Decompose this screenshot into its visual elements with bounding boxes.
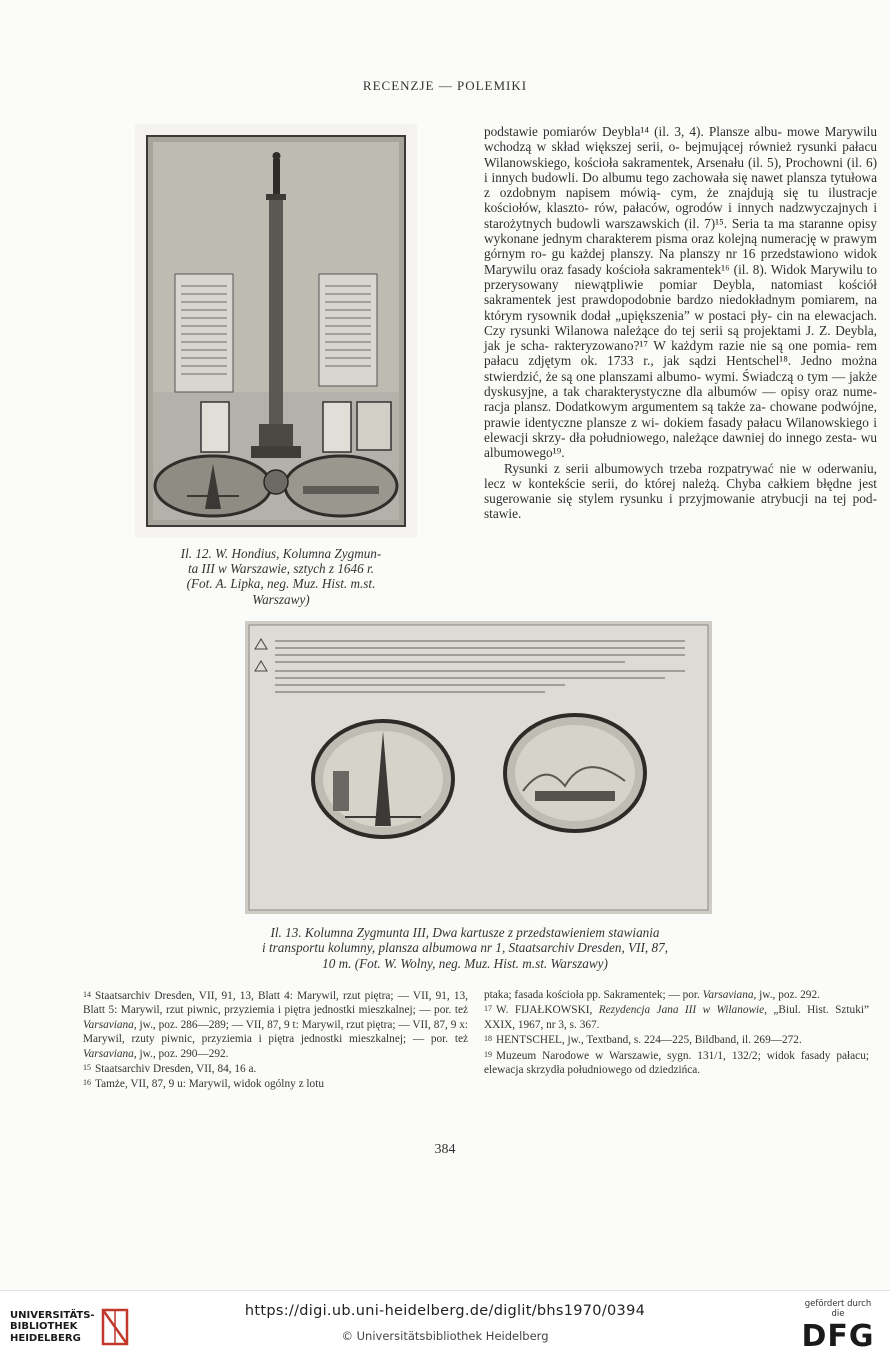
footnote-text: , jw., poz. 290—292. bbox=[133, 1047, 229, 1060]
copyright-notice: © Universitätsbibliothek Heidelberg bbox=[341, 1329, 549, 1343]
body-line: pisma oraz kolejną numerację w prawym górnym ro- bbox=[484, 231, 877, 262]
page-number: 384 bbox=[434, 1142, 456, 1157]
caption-line: i transportu kolumny, plansza albumowa nr 1, Staatsarchiv Dresden, VII, 87, bbox=[262, 940, 668, 956]
running-header: RECENZJE — POLEMIKI bbox=[362, 78, 528, 93]
caption-line: Il. 13. Kolumna Zygmunta III, Dwa kartusze z przedstawieniem stawiania bbox=[270, 925, 660, 940]
logo-line: UNIVERSITÄTS- bbox=[10, 1309, 95, 1321]
body-line: cym, że znajdują się tu ilustracje kościołów, klaszto- bbox=[484, 185, 877, 216]
logo-line: BIBLIOTHEK bbox=[10, 1321, 78, 1333]
footnotes-right-column bbox=[484, 988, 869, 1077]
footnote-number: 15 bbox=[83, 1063, 91, 1073]
body-line: podstawie pomiarów Deybla¹⁴ (il. 3, 4). Plansze albu- bbox=[484, 124, 782, 139]
footnote-14 bbox=[83, 988, 468, 1061]
footnote-italic: Varsaviana bbox=[702, 989, 754, 1001]
footnote-number: 18 bbox=[484, 1034, 492, 1044]
body-paragraph-1 bbox=[484, 124, 877, 461]
footnote-text: , „Biul. Hist. Sztuki” XXIX, 1967, nr 3, s. 367. bbox=[484, 1004, 870, 1031]
caption-line: (Fot. A. Lipka, neg. Muz. Hist. m.st. bbox=[186, 576, 376, 592]
footnote-19 bbox=[484, 1048, 869, 1078]
permalink-url[interactable]: https://digi.ub.uni-heidelberg.de/diglit/bhs1970/0394 bbox=[244, 1303, 646, 1319]
body-line: dokiem fasady pałacu Wilanowskiego i elewacji skrzy- bbox=[484, 414, 877, 445]
body-line: gu każdej planszy. Na planszy nr 16 przedstawiono bbox=[551, 246, 839, 262]
footnote-number: 17 bbox=[484, 1004, 492, 1014]
footnote-15 bbox=[83, 1061, 468, 1076]
body-line: stawie. bbox=[484, 506, 522, 522]
body-line: cin na elewacjach. Czy rysunki Wilanowa należące bbox=[484, 307, 877, 338]
body-line: (il. 8). Widok Marywilu to przerysowany niewątpliwie bbox=[484, 261, 877, 292]
footnote-number: 14 bbox=[83, 990, 91, 999]
footnote-italic: Rezydencja Jana III w Wilanowie bbox=[598, 1004, 765, 1017]
footnote-number: 16 bbox=[83, 1078, 91, 1088]
figure-12-engraving bbox=[135, 124, 417, 538]
footnotes-left-column bbox=[83, 988, 468, 1092]
body-line: dła południowego, należące dawniej do innego zesta- bbox=[569, 429, 857, 445]
body-line: którym rysownik dodał „upiększenia” w postaci pły- bbox=[484, 307, 773, 323]
dfg-note: gefördert durch die bbox=[804, 1299, 872, 1319]
body-paragraph-2 bbox=[484, 461, 877, 522]
footnote-18 bbox=[484, 1032, 869, 1047]
footnote-text: Tamże, VII, 87, 9 u: Marywil, widok ogólny z lotu bbox=[95, 1078, 324, 1091]
footnote-text: Staatsarchiv Dresden, VII, 84, 16 a. bbox=[95, 1063, 257, 1076]
body-line: nie w oderwaniu, lecz w kontekście serii, do której bbox=[484, 460, 877, 491]
album-sheet-image bbox=[245, 621, 712, 914]
footnote-17 bbox=[484, 1002, 869, 1032]
caption-line: Warszawy) bbox=[252, 591, 310, 607]
logo-line: HEIDELBERG bbox=[10, 1332, 81, 1344]
caption-line: 10 m. (Fot. W. Wolny, neg. Muz. Hist. m.st. Warszawy) bbox=[322, 955, 608, 971]
body-line: mowe Marywilu wchodzą w skład większej serii, o- bbox=[484, 124, 878, 155]
dfg-logo: DFG bbox=[801, 1319, 875, 1354]
body-line: do tej serii są projektami J. Z. Deybla, jak je scha- bbox=[484, 322, 877, 354]
body-line: starożytnych budowli warszawskich (il. 7)¹⁵. Seria ta bbox=[484, 215, 774, 231]
footnote-text: , jw., poz. 292. bbox=[753, 989, 820, 1001]
body-text-column bbox=[484, 124, 877, 522]
body-line: wymi. Świadczą o tym — jakże dyskusyjne, a tak bbox=[484, 368, 877, 400]
footnote-italic: Varsaviana bbox=[83, 1018, 134, 1031]
footnote-italic: Varsaviana bbox=[83, 1047, 134, 1060]
caption-line: Il. 12. W. Hondius, Kolumna Zygmun- bbox=[180, 546, 382, 561]
footnote-text: HENTSCHEL, jw., Textband, s. 224—225, Bildband, il. 269—272. bbox=[496, 1034, 802, 1047]
body-line: Jedno można stwierdzić, że są one planszami albumo- bbox=[484, 353, 877, 384]
footnote-text: , jw., poz. 286—289; — VII, 87, 9 t: Marywil, rzut piętra; — VII, 87, 9 x: Marywil, rzuty piwnic, przyziemia i piętra jednostki mieszkalnej; — por. też bbox=[83, 1018, 468, 1046]
body-line: należą. Chyba całkiem błędne jest sugerowanie się bbox=[484, 475, 878, 507]
body-line: nawet plansza tytułowa z ozdobnym napisem mówią- bbox=[484, 169, 877, 201]
body-line: charakterystyczne dla albumów — opisy oraz nume- bbox=[585, 384, 877, 400]
body-line: chowane podwójne, prawie identyczne plansze z wi- bbox=[484, 399, 878, 430]
figure-13-album-sheet bbox=[245, 621, 712, 914]
footnote-16-continued bbox=[484, 988, 869, 1002]
figure-12-caption bbox=[135, 546, 427, 607]
footnote-16 bbox=[83, 1076, 468, 1091]
body-line: racja plansz. Dodatkowym argumentem są także za- bbox=[484, 399, 766, 415]
body-line: 6) i innych budowli. Do albumu tego zachowała się bbox=[484, 154, 878, 185]
column-engraving-image bbox=[135, 124, 417, 538]
body-line: rakteryzowano?¹⁷ W każdym razie nie są one pomia- bbox=[554, 338, 851, 354]
body-line: rem pałacu zdjętym ok. 1733 r., jak sądzi Hentschel¹⁸. bbox=[484, 338, 878, 369]
body-line: bejmującej również rysunki pałacu Wilanowskiego, bbox=[484, 139, 878, 170]
caption-line: ta III w Warszawie, sztych z 1646 r. bbox=[188, 561, 374, 577]
body-line: rów, pałaców, ogrodów i innych nadzwyczajnych i bbox=[594, 200, 878, 216]
figure-13-caption bbox=[160, 925, 770, 971]
body-line: widok Marywilu oraz fasady kościoła sakramentek¹⁶ bbox=[484, 246, 877, 277]
body-line: pomiar Deybla, natomiast kościół sakramentek jest bbox=[484, 276, 877, 308]
body-line: kościoła sakramentek, Arsenału (il. 5), Prochowni (il. bbox=[574, 154, 863, 170]
body-line: stylem rysunku i przyjmowanie atrybucji na tej pod- bbox=[578, 491, 877, 507]
footnote-text: Muzeum Narodowe w Warszawie, sygn. 131/1, 132/2; widok fasady pałacu; elewacja skrzydła południowego od dziedzińca. bbox=[484, 1049, 869, 1077]
body-line: Rysunki z serii albumowych trzeba rozpatrywać bbox=[504, 460, 774, 476]
dfg-funding-badge[interactable] bbox=[798, 1299, 878, 1353]
body-line: wu albumowego¹⁹. bbox=[484, 429, 877, 461]
footnote-text: ptaka; fasada kościoła pp. Sakramentek; — por. bbox=[484, 989, 703, 1001]
viewer-footer bbox=[0, 1290, 890, 1354]
footnote-text: W. FIJAŁKOWSKI, bbox=[496, 1004, 599, 1017]
body-line: prawdopodobnie bardzo niedokładnym pomiarem, na bbox=[581, 292, 878, 308]
body-line: ma staranne opisy wykonane jednym charakterem bbox=[484, 215, 877, 247]
footnote-text: Staatsarchiv Dresden, VII, 91, 13, Blatt 4: Marywil, rzut piętra; — VII, 91, 13, Blatt 5: Marywil, rzut piwnic, przyziemia i piętra jednostki mieszkalnej; — por. też bbox=[83, 990, 468, 1017]
footnote-number: 19 bbox=[484, 1049, 492, 1059]
